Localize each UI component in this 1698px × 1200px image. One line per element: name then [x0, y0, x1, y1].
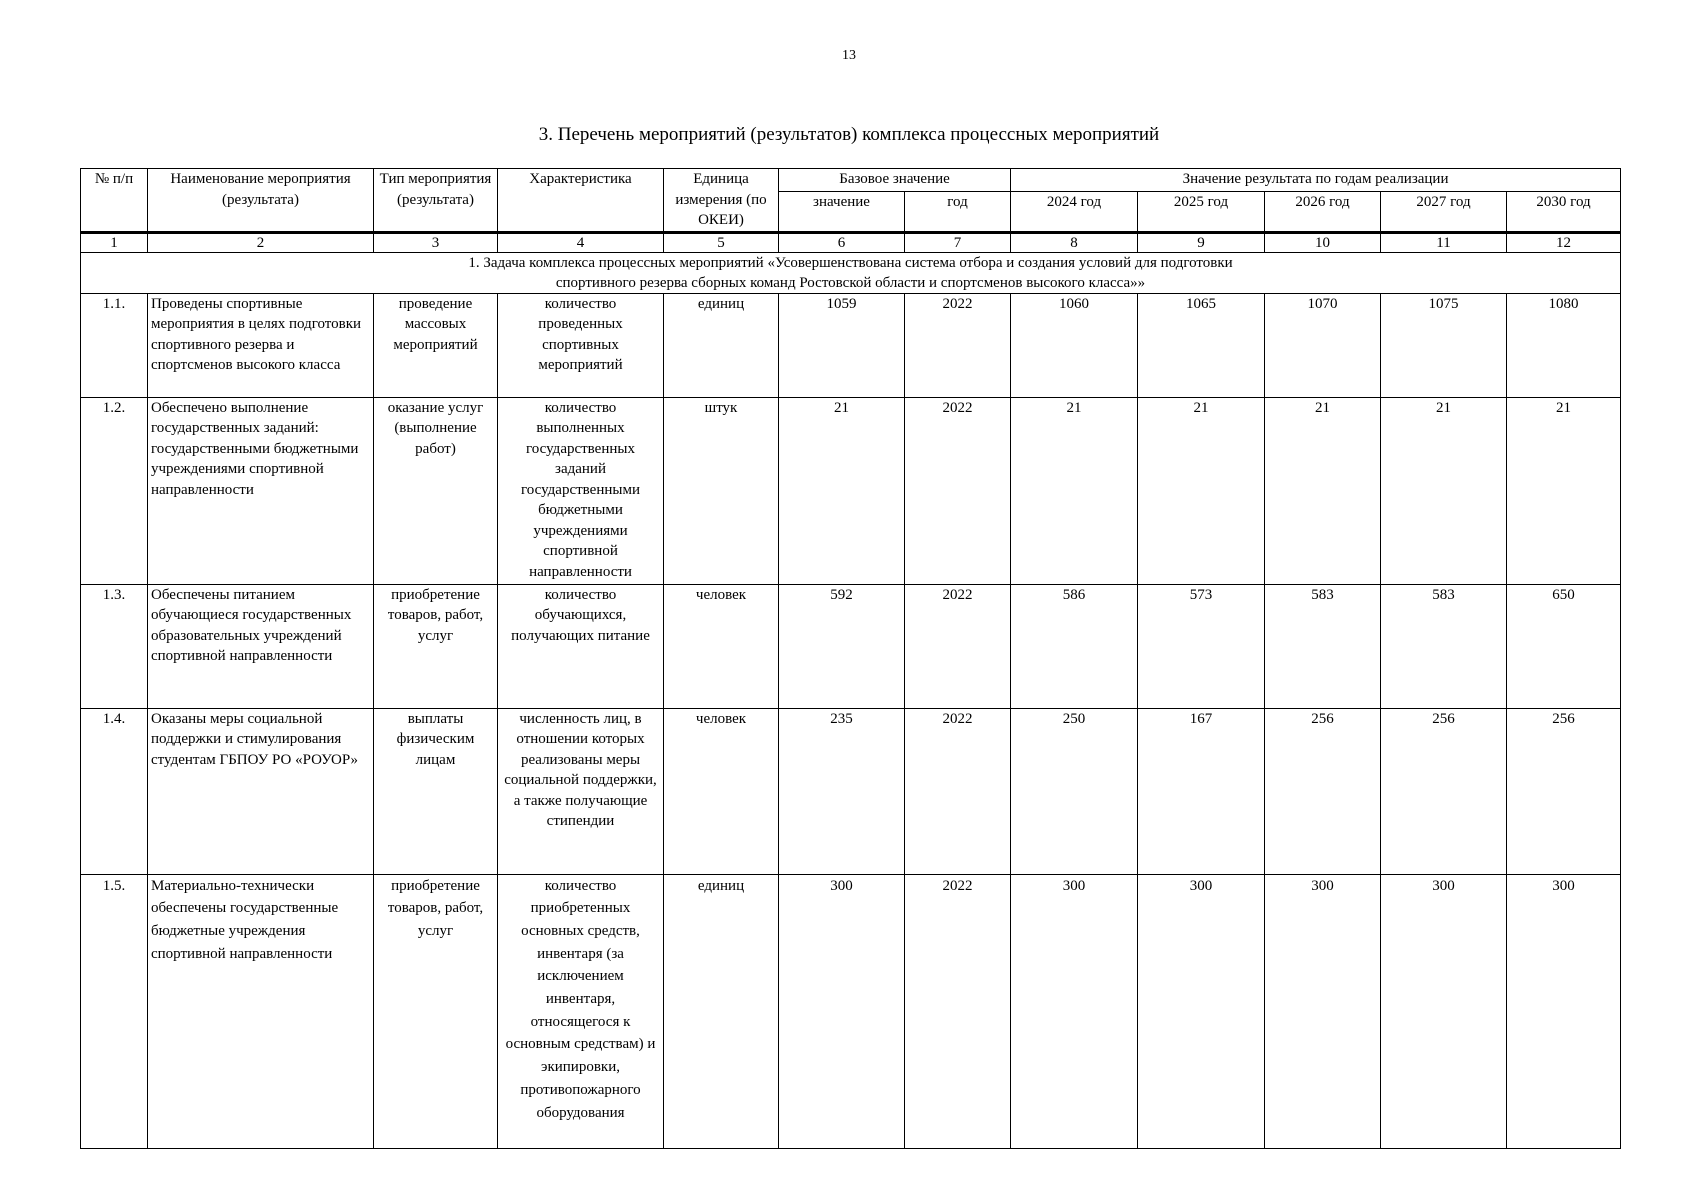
- row-unit: человек: [664, 708, 779, 874]
- column-number: 11: [1381, 232, 1507, 252]
- table-row: [81, 708, 1621, 874]
- header-cell-unit: Единица измерения (по ОКЕИ): [664, 169, 779, 233]
- column-number: 4: [498, 232, 664, 252]
- header-cell-type: Тип мероприятия (результата): [374, 169, 498, 233]
- row-characteristic: количество проведенных спортивных мероприятий: [498, 293, 664, 397]
- column-number: 1: [81, 232, 148, 252]
- row-name: Материально-технически обеспечены государственные бюджетные учреждения спортивной направленности: [148, 874, 374, 1148]
- column-numbers-row: [81, 232, 1621, 252]
- row-base-year: 2022: [905, 708, 1011, 874]
- row-value-2025: 167: [1138, 708, 1265, 874]
- header-cell-base-year: год: [905, 191, 1011, 232]
- row-type: выплаты физическим лицам: [374, 708, 498, 874]
- row-value-2025: 300: [1138, 874, 1265, 1148]
- row-characteristic: количество выполненных государственных заданий государственными бюджетными учреждениями спортивной направленности: [498, 397, 664, 584]
- header-cell-characteristic: Характеристика: [498, 169, 664, 233]
- header-cell-years: Значение результата по годам реализации: [1011, 169, 1621, 192]
- row-name: Обеспечены питанием обучающиеся государственных образовательных учреждений спортивной направленности: [148, 584, 374, 708]
- row-base-value: 592: [779, 584, 905, 708]
- table-row: [81, 397, 1621, 584]
- row-unit: человек: [664, 584, 779, 708]
- row-value-2026: 21: [1265, 397, 1381, 584]
- row-number: 1.1.: [81, 293, 148, 397]
- row-value-2030: 650: [1507, 584, 1621, 708]
- row-value-2030: 256: [1507, 708, 1621, 874]
- row-value-2024: 300: [1011, 874, 1138, 1148]
- header-cell-year-3: 2026 год: [1265, 191, 1381, 232]
- row-base-value: 21: [779, 397, 905, 584]
- column-number: 3: [374, 232, 498, 252]
- row-base-year: 2022: [905, 874, 1011, 1148]
- column-number: 2: [148, 232, 374, 252]
- row-number: 1.2.: [81, 397, 148, 584]
- row-value-2030: 300: [1507, 874, 1621, 1148]
- document-title: 3. Перечень мероприятий (результатов) комплекса процессных мероприятий: [538, 124, 1160, 145]
- row-value-2027: 583: [1381, 584, 1507, 708]
- column-number: 10: [1265, 232, 1381, 252]
- row-value-2024: 586: [1011, 584, 1138, 708]
- activities-table: [80, 168, 1621, 1149]
- header-cell-year-1: 2024 год: [1011, 191, 1138, 232]
- table-row: [81, 293, 1621, 397]
- row-value-2024: 21: [1011, 397, 1138, 584]
- row-characteristic: количество приобретенных основных средств, инвентаря (за исключением инвентаря, относящегося к основным средствам) и экипировки, противопожарного оборудования: [498, 874, 664, 1148]
- row-value-2025: 21: [1138, 397, 1265, 584]
- table-row: [81, 584, 1621, 708]
- row-type: приобретение товаров, работ, услуг: [374, 584, 498, 708]
- row-unit: единиц: [664, 293, 779, 397]
- row-value-2025: 573: [1138, 584, 1265, 708]
- row-characteristic: численность лиц, в отношении которых реализованы меры социальной поддержки, а также получающие стипендии: [498, 708, 664, 874]
- row-value-2027: 1075: [1381, 293, 1507, 397]
- header-cell-num: № п/п: [81, 169, 148, 233]
- row-name: Оказаны меры социальной поддержки и стимулирования студентам ГБПОУ РО «РОУОР»: [148, 708, 374, 874]
- row-value-2027: 256: [1381, 708, 1507, 874]
- row-value-2024: 1060: [1011, 293, 1138, 397]
- row-value-2030: 21: [1507, 397, 1621, 584]
- row-name: Обеспечено выполнение государственных заданий: государственными бюджетными учреждениями спортивной направленности: [148, 397, 374, 584]
- row-value-2026: 583: [1265, 584, 1381, 708]
- row-value-2027: 300: [1381, 874, 1507, 1148]
- row-value-2026: 300: [1265, 874, 1381, 1148]
- column-number: 5: [664, 232, 779, 252]
- task-row: [81, 252, 1621, 293]
- column-number: 7: [905, 232, 1011, 252]
- row-base-year: 2022: [905, 293, 1011, 397]
- header-row-1: [81, 169, 1621, 192]
- column-number: 6: [779, 232, 905, 252]
- row-base-year: 2022: [905, 397, 1011, 584]
- row-number: 1.3.: [81, 584, 148, 708]
- row-unit: штук: [664, 397, 779, 584]
- header-cell-base: Базовое значение: [779, 169, 1011, 192]
- row-value-2025: 1065: [1138, 293, 1265, 397]
- row-value-2026: 256: [1265, 708, 1381, 874]
- page-number: 13: [842, 48, 856, 63]
- column-number: 12: [1507, 232, 1621, 252]
- row-type: приобретение товаров, работ, услуг: [374, 874, 498, 1148]
- row-number: 1.4.: [81, 708, 148, 874]
- row-unit: единиц: [664, 874, 779, 1148]
- row-characteristic: количество обучающихся, получающих питание: [498, 584, 664, 708]
- header-cell-base-value: значение: [779, 191, 905, 232]
- task-heading: 1. Задача комплекса процессных мероприятий «Усовершенствована система отбора и создания условий для подготовки спортивного резерва сборных команд Ростовской области и спортсменов высокого класса»»: [81, 252, 1621, 293]
- header-cell-year-2: 2025 год: [1138, 191, 1265, 232]
- row-base-year: 2022: [905, 584, 1011, 708]
- row-value-2027: 21: [1381, 397, 1507, 584]
- table-row: [81, 874, 1621, 1148]
- column-number: 8: [1011, 232, 1138, 252]
- row-base-value: 1059: [779, 293, 905, 397]
- row-type: оказание услуг (выполнение работ): [374, 397, 498, 584]
- row-base-value: 235: [779, 708, 905, 874]
- row-number: 1.5.: [81, 874, 148, 1148]
- row-base-value: 300: [779, 874, 905, 1148]
- row-value-2030: 1080: [1507, 293, 1621, 397]
- row-value-2024: 250: [1011, 708, 1138, 874]
- row-value-2026: 1070: [1265, 293, 1381, 397]
- header-cell-year-5: 2030 год: [1507, 191, 1621, 232]
- row-type: проведение массовых мероприятий: [374, 293, 498, 397]
- row-name: Проведены спортивные мероприятия в целях подготовки спортивного резерва и спортсменов высокого класса: [148, 293, 374, 397]
- header-cell-name: Наименование мероприятия (результата): [148, 169, 374, 233]
- header-cell-year-4: 2027 год: [1381, 191, 1507, 232]
- column-number: 9: [1138, 232, 1265, 252]
